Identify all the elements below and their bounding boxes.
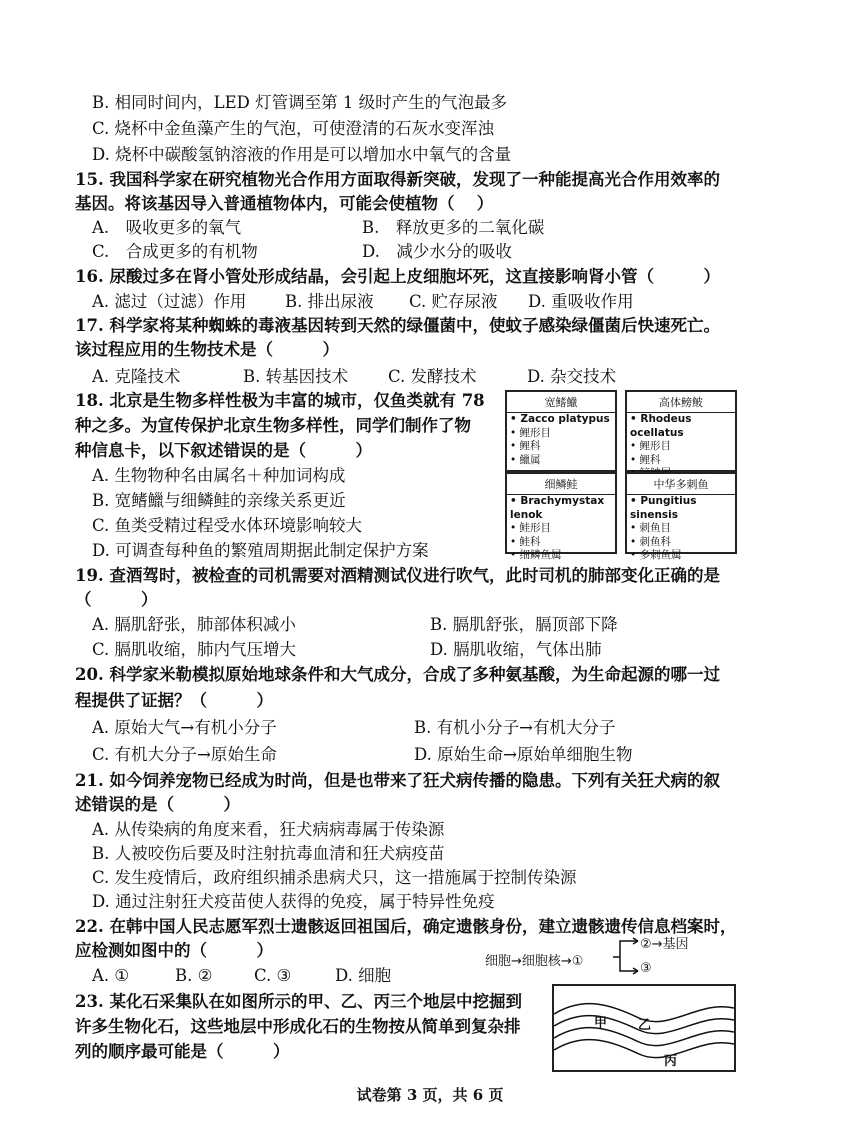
species-card-brachymystax [505,472,617,561]
q16-option-b: B. 排出尿液 [285,292,374,311]
card-genus: • 鱲属 [510,453,541,466]
q20-stem-1: 20. 科学家米勒模拟原始地球条件和大气成分，合成了多种氨基酸，为生命起源的哪一过 [75,665,720,684]
card-family: • 鲑科 [510,535,541,548]
q23-stem-3: 列的顺序最可能是（ ） [75,1042,290,1061]
q18-option-b: B. 宽鳍鱲与细鳞鲑的亲缘关系更近 [92,491,346,510]
card-family: • 刺鱼科 [630,535,672,548]
q18-stem-2: 种之多。为宣传保护北京生物多样性，同学们制作了物 [75,416,471,435]
card-order: • 鲑形目 [510,522,552,534]
q15-option-a: A. 吸收更多的氧气 [92,218,242,237]
q16-option-c: C. 贮存尿液 [409,292,498,311]
q21-option-c: C. 发生疫情后，政府组织捕杀患病犬只，这一措施属于控制传染源 [92,868,577,887]
q22-option-a: A. ① [92,966,130,985]
branch-top-label: ②→基因 [640,937,689,952]
card-order: • 鲤形目 [510,426,552,439]
page-footer: 试卷第 3 页，共 6 页 [356,1086,504,1104]
card-genus: • 多刺鱼属 [630,549,682,561]
q20-option-a: A. 原始大气→有机小分子 [92,718,277,737]
card-title: 中华多刺鱼 [627,474,735,495]
q15-stem-1: 15. 我国科学家在研究植物光合作用方面取得新突破，发现了一种能提高光合作用效率的 [75,170,720,189]
q20-option-c: C. 有机大分子→原始生命 [92,745,277,764]
stratum-bing-label: 丙 [664,1054,678,1069]
q16-option-d: D. 重吸收作用 [528,292,634,311]
q15-option-d: D. 减少水分的吸收 [362,242,512,261]
strata-diagram [552,984,736,1072]
q20-stem-2: 程提供了证据？（ ） [75,691,273,710]
q17-option-b: B. 转基因技术 [243,367,349,386]
card-family: • 鲤科 [510,440,541,452]
q20-option-b: B. 有机小分子→有机大分子 [414,718,616,737]
card-order: • 刺鱼目 [630,522,672,534]
card-title: 宽鳍鱲 [507,392,615,413]
q21-stem-2: 述错误的是（ ） [75,795,240,814]
q22-option-d: D. 细胞 [335,966,392,985]
q18-option-d: D. 可调查每种鱼的繁殖周期据此制定保护方案 [92,541,429,560]
q14-option-b: B. 相同时间内，LED 灯管调至第 1 级时产生的气泡最多 [92,93,508,112]
q19-option-d: D. 膈肌收缩，气体出肺 [430,640,602,659]
q18-stem-1: 18. 北京是生物多样性极为丰富的城市，仅鱼类就有 78 [75,391,485,410]
card-title: 细鳞鲑 [507,474,615,495]
q14-option-d: D. 烧杯中碳酸氢钠溶液的作用是可以增加水中氧气的含量 [92,145,512,164]
q22-stem-1: 22. 在韩中国人民志愿军烈士遗骸返回祖国后，确定遗骸身份，建立遗骸遗传信息档案时， [75,917,737,936]
q21-stem-1: 21. 如今饲养宠物已经成为时尚，但是也带来了狂犬病传播的隐患。下列有关狂犬病的叙 [75,771,720,790]
q17-option-a: A. 克隆技术 [92,367,181,386]
stratum-yi-label: 乙 [638,1018,652,1033]
q22-option-b: B. ② [175,966,213,985]
q19-stem-1: 19. 查酒驾时，被检查的司机需要对酒精测试仪进行吹气，此时司机的肺部变化正确的是 [75,566,720,585]
cell-chain-label: 细胞→细胞核→① [485,954,584,969]
q18-stem-3: 种信息卡，以下叙述错误的是（ ） [75,441,372,460]
q21-option-d: D. 通过注射狂犬疫苗使人获得的免疫，属于特异性免疫 [92,892,495,911]
species-card-zacco [505,390,617,472]
q23-stem-1: 23. 某化石采集队在如图所示的甲、乙、丙三个地层中挖掘到 [75,992,522,1011]
card-sci-name: • Rhodeus ocellatus [630,413,692,439]
q19-stem-2: （ ） [75,590,158,609]
branch-bottom-label: ③ [640,961,652,976]
q21-option-a: A. 从传染病的角度来看，狂犬病病毒属于传染源 [92,820,445,839]
species-card-pungitius [625,472,737,561]
q14-option-c: C. 烧杯中金鱼藻产生的气泡，可使澄清的石灰水变浑浊 [92,119,495,138]
card-genus: • 细鳞鱼属 [510,549,562,561]
q16-stem: 16. 尿酸过多在肾小管处形成结晶，会引起上皮细胞坏死，这直接影响肾小管（ ） [75,267,720,286]
q15-stem-2: 基因。将该基因导入普通植物体内，可能会使植物（ ） [75,194,494,213]
q17-stem-2: 该过程应用的生物技术是（ ） [75,340,339,359]
q23-stem-2: 许多生物化石，这些地层中形成化石的生物按从简单到复杂排 [75,1017,521,1036]
card-title: 高体鳑鲏 [627,392,735,413]
card-sci-name: • Brachymystax lenok [510,495,605,521]
q19-option-b: B. 膈肌舒张，膈顶部下降 [430,615,618,634]
card-family: • 鲤科 [630,453,661,466]
stratum-jia-label: 甲 [594,1016,608,1031]
q18-option-a: A. 生物物种名由属名＋种加词构成 [92,466,346,485]
q19-option-a: A. 膈肌舒张，肺部体积减小 [92,615,296,634]
q17-option-c: C. 发酵技术 [388,367,477,386]
q22-option-c: C. ③ [254,966,292,985]
q18-option-c: C. 鱼类受精过程受水体环境影响较大 [92,516,363,535]
q17-option-d: D. 杂交技术 [527,367,617,386]
q21-option-b: B. 人被咬伤后要及时注射抗毒血清和狂犬病疫苗 [92,844,445,863]
q15-option-c: C. 合成更多的有机物 [92,242,258,261]
q16-option-a: A. 滤过（过滤）作用 [92,292,247,311]
q17-stem-1: 17. 科学家将某种蜘蛛的毒液基因转到天然的绿僵菌中，使蚊子感染绿僵菌后快速死亡。 [75,316,720,335]
species-card-rhodeus [625,390,737,472]
q19-option-c: C. 膈肌收缩，肺内气压增大 [92,640,297,659]
card-order: • 鲤形目 [630,440,672,452]
q22-stem-2: 应检测如图中的（ ） [75,941,273,960]
q20-option-d: D. 原始生命→原始单细胞生物 [414,745,633,764]
q15-option-b: B. 释放更多的二氧化碳 [362,218,545,237]
card-sci-name: • Pungitius sinensis [630,495,697,521]
card-sci-name: • Zacco platypus [510,413,610,425]
